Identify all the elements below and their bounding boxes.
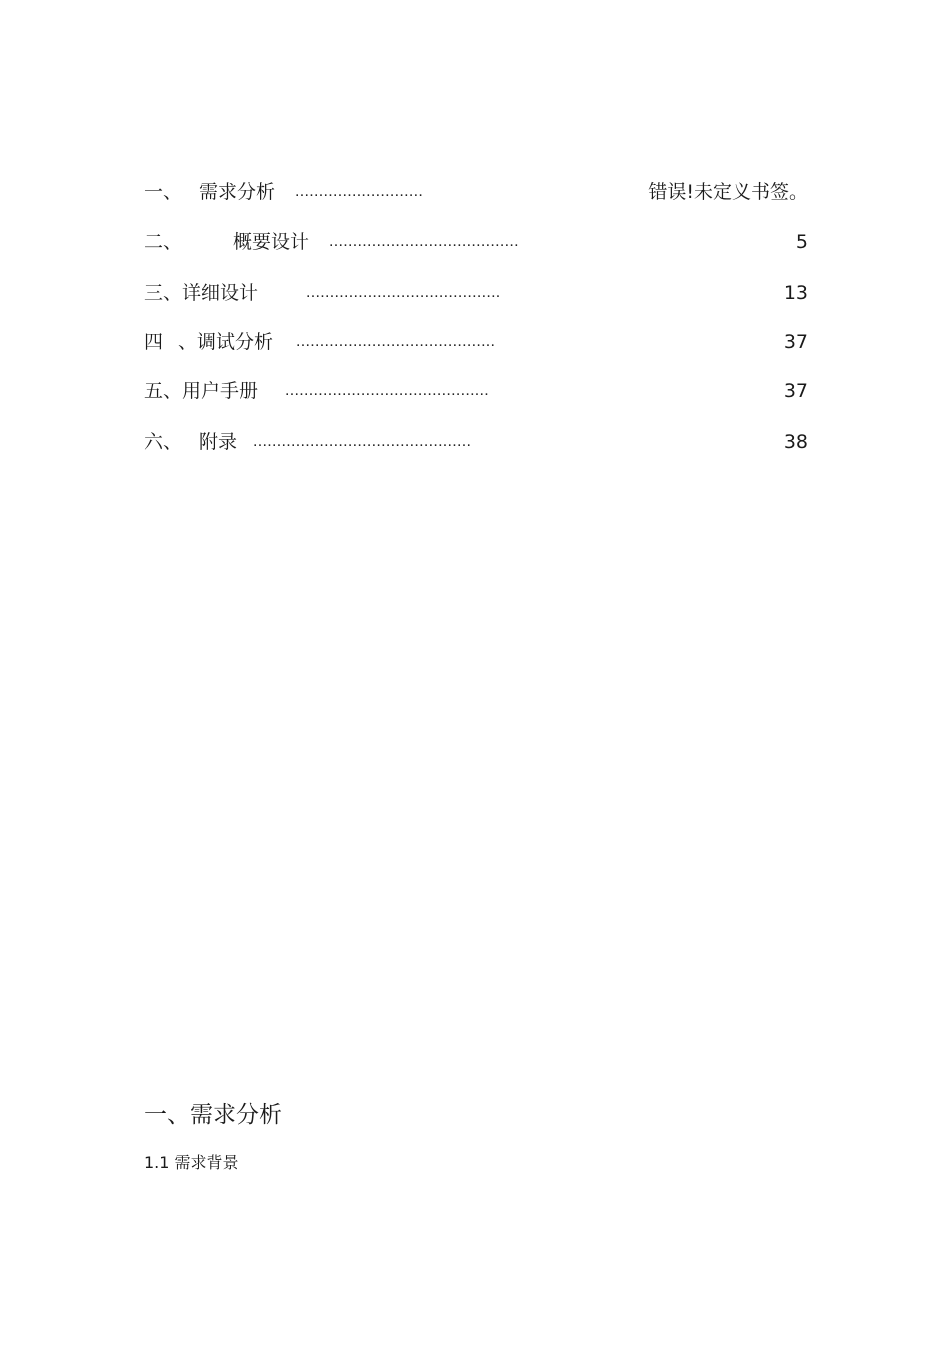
toc-title: 附录 (199, 431, 238, 453)
toc-leader-dots: ........................................ (329, 233, 519, 250)
toc-title: 概要设计 (233, 231, 310, 253)
toc-row-5[interactable] (144, 376, 808, 406)
toc-number: 六、 (144, 431, 183, 453)
toc-row-2[interactable] (144, 227, 808, 257)
toc-title: 需求分析 (199, 181, 276, 203)
toc-leader-dots: ......................................... (306, 284, 501, 301)
toc-page-number: 37 (783, 331, 808, 353)
toc-page-number: 5 (795, 231, 808, 253)
toc-number: 四 (144, 331, 164, 353)
toc-row-1[interactable] (144, 177, 808, 207)
toc-page-number: 错误!未定义书签。 (648, 181, 808, 203)
toc-leader-dots: ........................................... (285, 382, 490, 399)
toc-page-number: 37 (783, 380, 808, 402)
toc-row-4[interactable] (144, 327, 808, 357)
toc-number: 二、 (144, 231, 183, 253)
toc-leader-dots: .......................................... (296, 333, 496, 350)
toc-row-3[interactable] (144, 278, 808, 308)
toc-title: 、调试分析 (178, 331, 274, 353)
toc-number: 一、 (144, 181, 183, 203)
toc-title: 五、用户手册 (144, 380, 259, 402)
subsection-heading: 1.1 需求背景 (144, 1153, 239, 1172)
toc-leader-dots: ........................... (295, 183, 424, 200)
toc-leader-dots: .............................................. (253, 433, 472, 450)
toc-page-number: 38 (783, 431, 808, 453)
toc-page-number: 13 (783, 282, 808, 304)
toc-row-6[interactable] (144, 427, 808, 457)
section-heading: 一、需求分析 (144, 1102, 282, 1128)
toc-title: 三、详细设计 (144, 282, 259, 304)
